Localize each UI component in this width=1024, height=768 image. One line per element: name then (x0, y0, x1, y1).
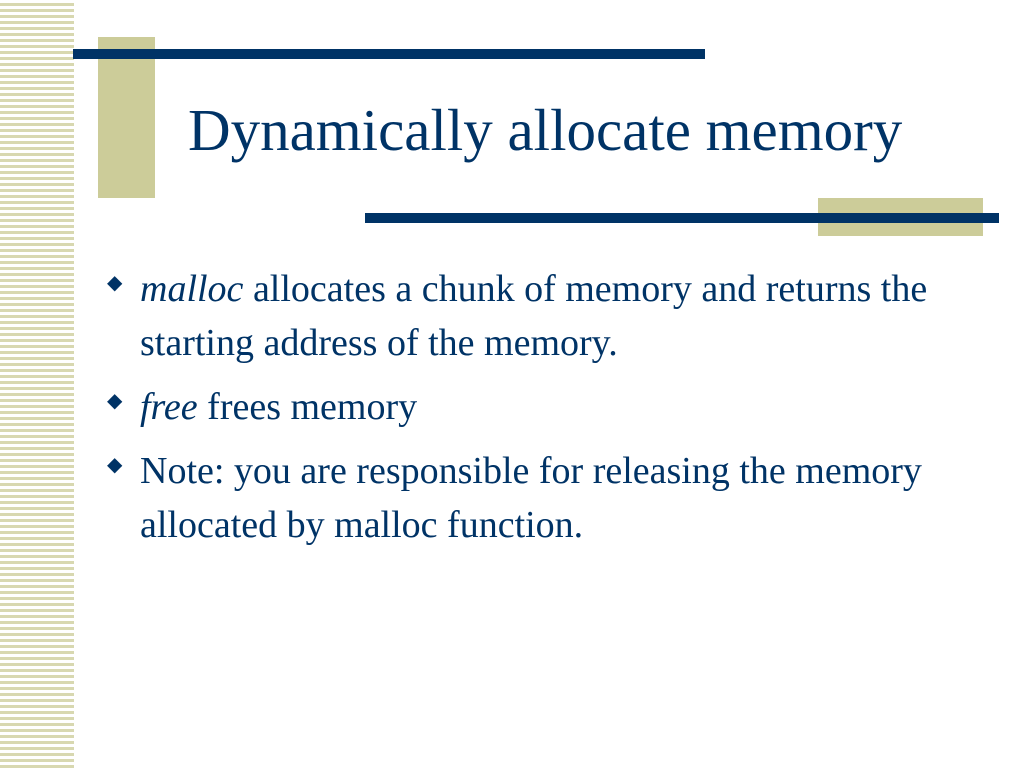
slide-title: Dynamically allocate memory (188, 97, 903, 163)
diamond-bullet-icon: ◆ (107, 390, 123, 412)
bullet-item-free (104, 380, 934, 434)
bullet-emphasis: malloc (140, 268, 244, 310)
bullet-item-malloc (104, 262, 934, 370)
bullet-text: allocates a chunk of memory and returns the starting address of the memory. (140, 268, 928, 364)
diamond-bullet-icon: ◆ (107, 454, 123, 476)
title-rule-bottom (365, 213, 999, 223)
bullet-list (104, 262, 934, 562)
title-rule-top (73, 49, 705, 59)
striped-side-border (0, 0, 74, 768)
bullet-item-note (104, 444, 934, 552)
diamond-bullet-icon: ◆ (107, 272, 123, 294)
bullet-text: Note: you are responsible for releasing the memory allocated by malloc function. (140, 450, 922, 546)
decorative-block-left (98, 37, 155, 198)
bullet-text: frees memory (197, 386, 418, 428)
bullet-emphasis: free (140, 386, 198, 428)
